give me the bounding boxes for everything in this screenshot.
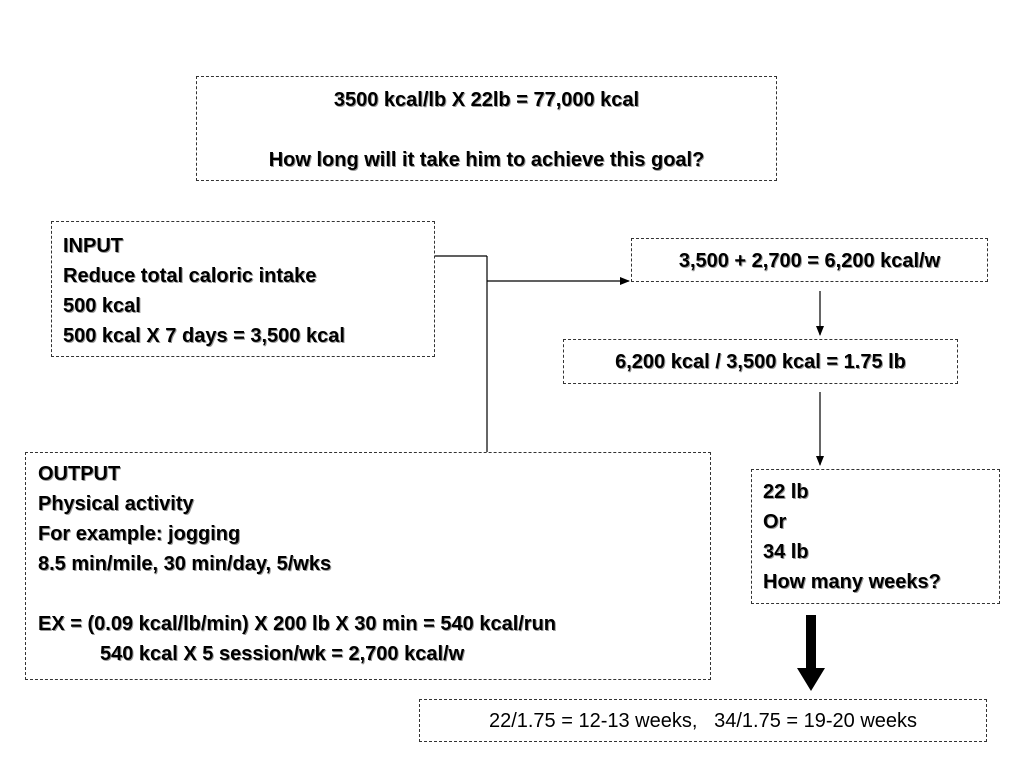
ratio-box [563,339,958,384]
input-line-1: Reduce total caloric intake [63,265,317,287]
output-line-5: 540 kcal X 5 session/wk = 2,700 kcal/w [100,643,465,665]
output-line-1: Physical activity [38,493,194,515]
input-box [51,221,435,357]
answer-box [419,699,987,742]
question-line-2: Or [763,511,787,533]
question-box [751,469,1000,604]
goal-calculation: 3500 kcal/lb X 22lb = 77,000 kcal [333,89,640,111]
question-line-3: 34 lb [763,541,809,563]
output-box [25,452,711,680]
input-line-3: 500 kcal X 7 days = 3,500 kcal [63,325,345,347]
goal-question: How long will it take him to achieve this goal? [268,149,705,171]
goal-box [196,76,777,181]
input-title: INPUT [63,235,123,257]
question-line-1: 22 lb [763,481,809,503]
thick-arrow-shaft [806,615,816,671]
weekly-calculation: 3,500 + 2,700 = 6,200 kcal/w [678,250,941,272]
question-line-4: How many weeks? [763,571,941,593]
output-line-3: 8.5 min/mile, 30 min/day, 5/wks [38,553,332,575]
output-line-4: EX = (0.09 kcal/lb/min) X 200 lb X 30 min = 540 kcal/run [38,613,557,635]
answer-text: 22/1.75 = 12-13 weeks, 34/1.75 = 19-20 weeks [488,710,918,732]
thick-arrow-head [797,668,825,691]
output-title: OUTPUT [38,463,121,485]
output-line-2: For example: jogging [38,523,241,545]
weekly-box [631,238,988,282]
ratio-calculation: 6,200 kcal / 3,500 kcal = 1.75 lb [615,351,906,373]
input-line-2: 500 kcal [63,295,141,317]
